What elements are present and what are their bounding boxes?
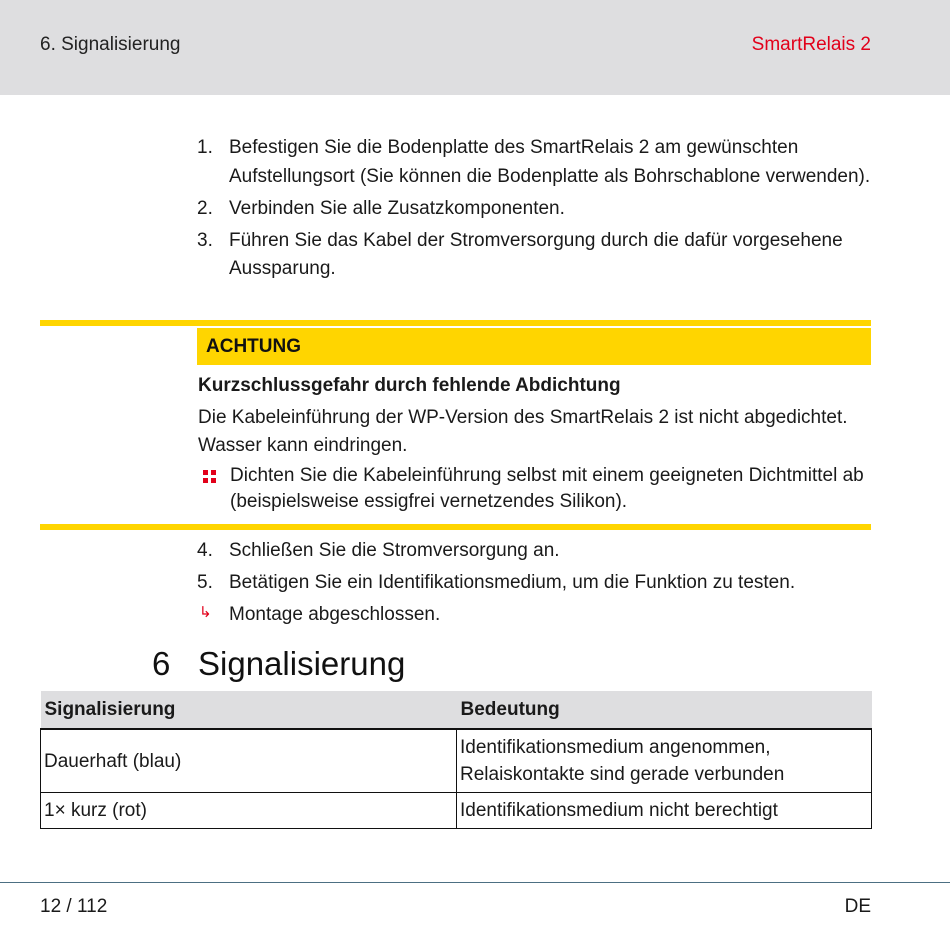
table-cell: Identifikationsmedium nicht berechtigt	[457, 793, 872, 829]
step-item: 3. Führen Sie das Kabel der Stromversorgung durch die dafür vorgesehene Aussparung.	[197, 229, 843, 279]
table-header-row	[41, 691, 872, 729]
table-header-cell: Bedeutung	[457, 691, 872, 729]
table-cell: Dauerhaft (blau)	[41, 729, 457, 793]
section-title: Signalisierung	[198, 645, 406, 682]
warning-label: ACHTUNG	[197, 328, 871, 365]
table-cell: Identifikationsmedium angenommen, Relaiskontakte sind gerade verbunden	[457, 729, 872, 793]
section-heading	[152, 642, 405, 686]
footer-language: DE	[844, 896, 871, 917]
result-item: ↳ Montage abgeschlossen.	[197, 601, 871, 630]
warning-action: Dichten Sie die Kabeleinführung selbst mit einem geeigneten Dichtmittel ab (beispielsweise essigfrei vernetzendes Silikon).	[198, 463, 870, 515]
steps-list-after	[197, 537, 871, 633]
footer-divider	[0, 882, 950, 883]
warning-bar-bottom	[40, 524, 871, 530]
result-arrow-icon: ↳	[199, 604, 212, 621]
warning-text: Die Kabeleinführung der WP-Version des SmartRelais 2 ist nicht abgedichtet. Wasser kann eindringen.	[198, 407, 848, 456]
warning-bar-top	[40, 320, 871, 326]
steps-list-before	[197, 134, 871, 287]
section-number: 6	[152, 645, 171, 682]
signal-table	[40, 691, 872, 829]
step-item: 4. Schließen Sie die Stromversorgung an.	[197, 540, 560, 561]
table-cell: 1× kurz (rot)	[41, 793, 457, 829]
header-product-name: SmartRelais 2	[751, 34, 871, 55]
warning-title: Kurzschlussgefahr durch fehlende Abdichtung	[198, 375, 621, 396]
step-item: 5. Betätigen Sie ein Identifikationsmedium, um die Funktion zu testen.	[197, 572, 796, 593]
table-row	[41, 793, 872, 829]
step-item: 2. Verbinden Sie alle Zusatzkomponenten.	[197, 197, 565, 219]
page-header	[0, 0, 950, 95]
table-row	[41, 729, 872, 793]
footer-page-number: 12 / 112	[40, 896, 108, 917]
table-header-cell: Signalisierung	[41, 691, 457, 729]
step-item: 1. Befestigen Sie die Bodenplatte des SmartRelais 2 am gewünschten Aufstellungsort (Sie können die Bodenplatte als Bohrschablone verwenden).	[197, 137, 871, 187]
header-section-title: 6. Signalisierung	[40, 34, 181, 55]
action-bullet-icon	[203, 470, 216, 483]
